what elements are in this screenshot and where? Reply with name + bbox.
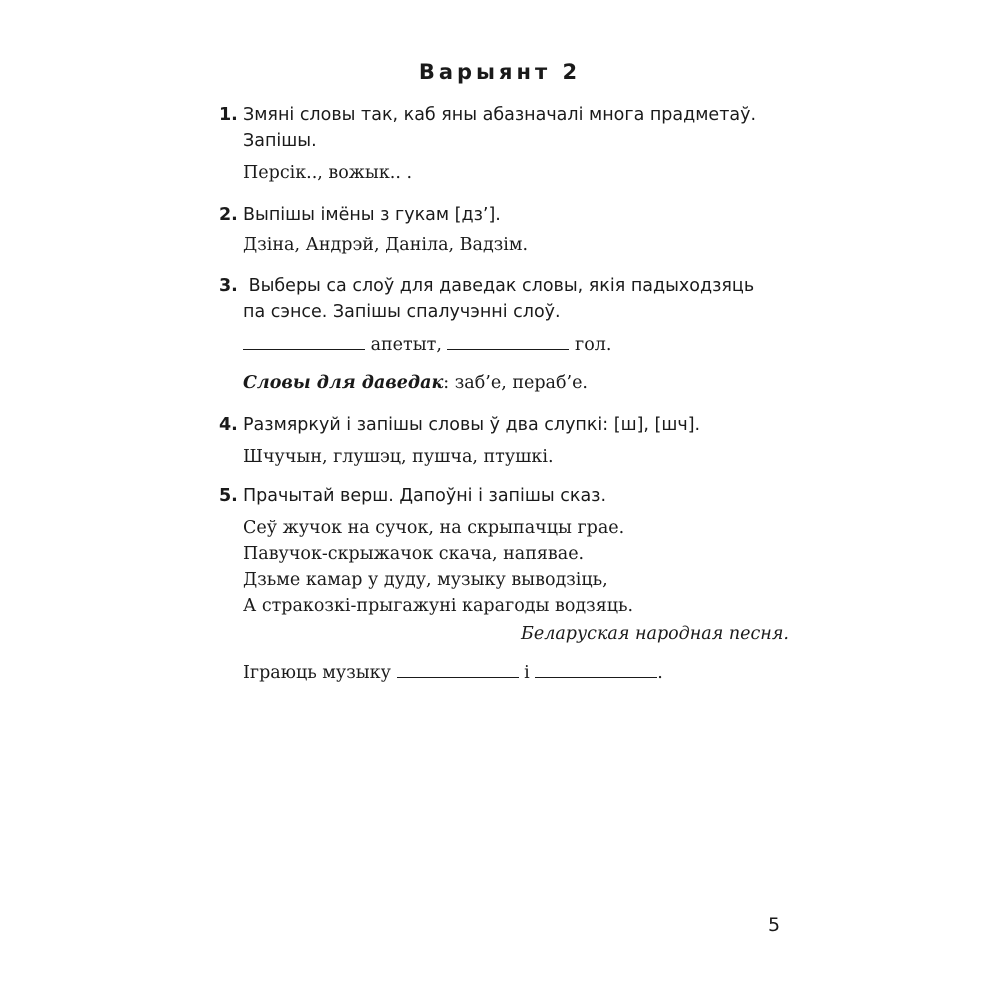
task-5-sentence: [219, 659, 789, 686]
sentence-end: .: [657, 663, 663, 683]
task-5-number: 5.: [219, 486, 238, 506]
task-2-instruction: [219, 202, 789, 228]
poem-attribution: Беларуская народная песня.: [521, 624, 789, 644]
task-2: [219, 202, 789, 258]
hint-label: Словы для даведак: [243, 373, 444, 393]
task-5: [219, 483, 789, 686]
task-4-instruction: [219, 412, 789, 438]
task-2-words: Дзіна, Андрэй, Даніла, Вадзім.: [243, 235, 529, 255]
task-3-instruction-line1: Выберы са слоў для даведак словы, якія падыходзяць: [243, 276, 755, 296]
task-1-instruction-line1: Змяні словы так, каб яны абазначалі многа прадметаў.: [243, 105, 757, 125]
task-4-number: 4.: [219, 415, 238, 435]
answer-blank-2[interactable]: [447, 331, 569, 350]
task-5-instruction-text: Прачытай верш. Дапоўні і запішы сказ.: [243, 486, 607, 506]
task-1: [219, 102, 789, 186]
poem-line-2: Павучок-скрыжачок скача, напявае.: [243, 544, 585, 564]
task-4-instruction-text: Размяркуй і запішы словы ў два слупкі: [ш], [шч].: [243, 415, 701, 435]
task-1-words: Персік.., вожык.. .: [243, 163, 413, 183]
task-2-instruction-text: Выпішы імёны з гукам [дз’].: [243, 205, 501, 225]
task-1-instruction-line2: Запішы.: [243, 131, 317, 151]
page-number: 5: [768, 914, 781, 936]
poem-line-1: Сеў жучок на сучок, на скрыпачцы грае.: [243, 518, 625, 538]
task-3-number: 3.: [219, 276, 238, 296]
task-1-number: 1.: [219, 105, 238, 125]
page-title: Варыянт 2: [418, 60, 582, 84]
task-3-instruction: [219, 273, 789, 325]
task-1-instruction: [219, 102, 789, 154]
task-5-instruction: [219, 483, 789, 509]
answer-blank-3[interactable]: [397, 659, 519, 678]
task-4: [219, 412, 789, 470]
task-3-hint: [219, 370, 789, 396]
task-3-phrases: [219, 331, 789, 358]
answer-blank-4[interactable]: [535, 659, 657, 678]
sentence-and: і: [524, 663, 530, 683]
hint-words: : заб’е, пераб’е.: [443, 373, 588, 393]
poem-line-4: А стракозкі-прыгажуні карагоды водзяць.: [243, 596, 634, 616]
task-4-words: Шчучын, глушэц, пушча, птушкі.: [243, 447, 554, 467]
phrase-goal: гол.: [575, 335, 612, 355]
task-2-number: 2.: [219, 205, 238, 225]
task-3: [219, 273, 789, 396]
task-3-instruction-line2: па сэнсе. Запішы спалучэнні слоў.: [243, 302, 561, 322]
sentence-start: Іграюць музыку: [243, 663, 391, 683]
phrase-appetite: апетыт,: [370, 335, 442, 355]
poem-line-3: Дзьме камар у дуду, музыку выводзіць,: [243, 570, 608, 590]
poem: [219, 515, 789, 619]
answer-blank-1[interactable]: [243, 331, 365, 350]
